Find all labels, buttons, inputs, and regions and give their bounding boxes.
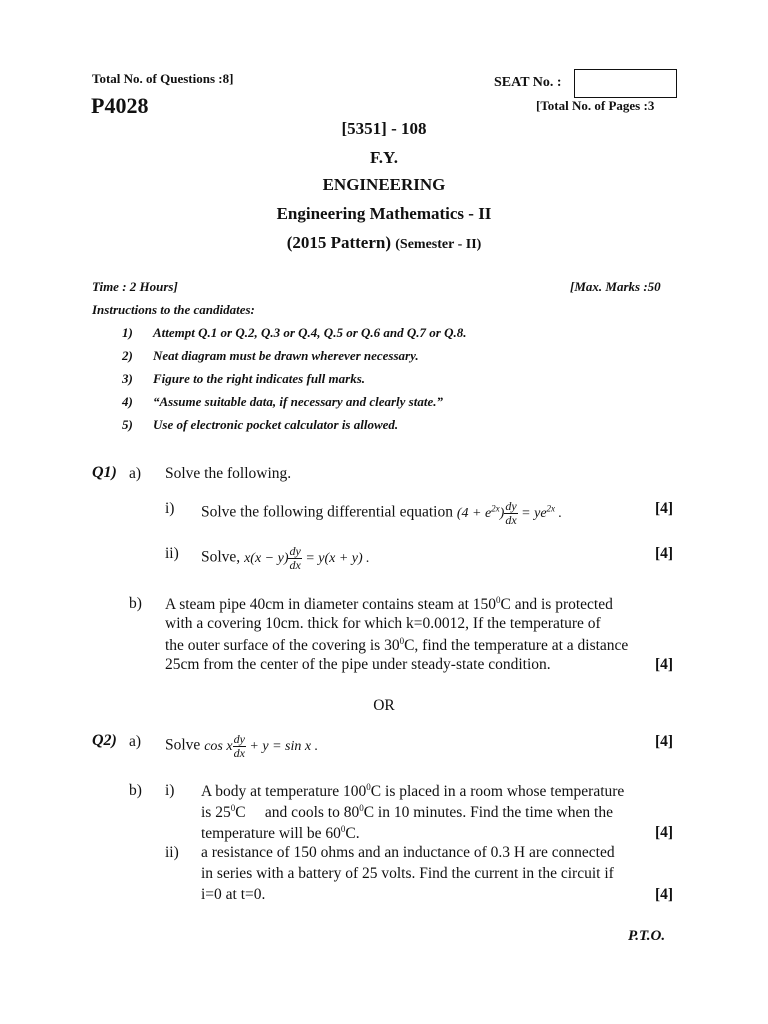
q2-i-marks: [4] <box>655 824 674 841</box>
paper-code: P4028 <box>91 93 149 118</box>
q2-a-equation: cos x $\frac{dy}{dx}$ + y = sin x . <box>204 732 319 760</box>
q2-ii-label: ii) <box>165 844 179 861</box>
q2-i-line: A body at temperature $100^0C$ is placed in a room whose temperature <box>201 782 625 801</box>
or-separator: OR <box>373 697 395 714</box>
q2-i-line: is $25^0C$ and cools to $80^0C$ in 10 minutes. Find the time when the <box>201 803 613 822</box>
q2-a-marks: [4] <box>655 733 674 750</box>
q2-label: Q2) <box>92 732 117 749</box>
q1-ii-equation: x(x − y) $\frac{dy}{dx}$ = y(x + y) . <box>244 544 370 572</box>
pattern-line <box>0 233 768 253</box>
q1-a-label: a) <box>129 465 142 482</box>
q1-i-marks: [4] <box>655 500 674 517</box>
pattern: (2015 Pattern) <box>286 233 392 252</box>
q2-i-line: temperature will be $60^0C$. <box>201 824 360 843</box>
q1-b-line: 25cm from the center of the pipe under steady-state condition. <box>165 656 551 673</box>
seat-label: SEAT No. : <box>494 75 562 90</box>
q2-i-label: i) <box>165 782 175 799</box>
q1-b-line: with a covering 10cm. thick for which k=0.0012, If the temperature of <box>165 615 601 632</box>
pto: P.T.O. <box>628 928 666 944</box>
q2-ii-line: i=0 at t=0. <box>201 886 266 903</box>
q1-b-label: b) <box>129 595 142 612</box>
q1-label: Q1) <box>92 464 117 481</box>
q2-a-text: Solve <box>165 736 201 754</box>
branch: ENGINEERING <box>322 175 446 194</box>
subject: Engineering Mathematics - II <box>276 204 492 223</box>
q2-a-line <box>165 733 318 760</box>
q1-a-text: Solve the following. <box>165 465 292 482</box>
q1-i-label: i) <box>165 500 175 517</box>
seat-number-box[interactable] <box>574 69 677 98</box>
q2-a-label: a) <box>129 733 142 750</box>
exam-code: [5351] - 108 <box>341 119 427 138</box>
instruction-item: 1) Attempt Q.1 or Q.2, Q.3 or Q.4, Q.5 or Q.6 and Q.7 or Q.8. <box>122 325 467 340</box>
q1-ii-text: Solve, <box>201 548 241 566</box>
q1-ii-marks: [4] <box>655 545 674 562</box>
time-allowed: Time : 2 Hours] <box>92 279 178 294</box>
q1-b-line: the outer surface of the covering is $30^0C$, find the temperature at a distance <box>165 636 629 655</box>
instructions-heading: Instructions to the candidates: <box>92 302 255 317</box>
semester: (Semester - II) <box>395 237 482 252</box>
instruction-item: 2) Neat diagram must be drawn wherever necessary. <box>122 348 419 363</box>
max-marks: [Max. Marks :50 <box>570 279 661 294</box>
q2-ii-line: in series with a battery of 25 volts. Find the current in the circuit if <box>201 865 614 882</box>
q1-ii-line <box>201 545 370 572</box>
q1-b-line: A steam pipe 40cm in diameter contains steam at $150^0C$ and is protected <box>165 595 613 614</box>
total-pages: [Total No. of Pages :3 <box>536 98 655 113</box>
instruction-item: 3) Figure to the right indicates full marks. <box>122 371 366 386</box>
total-questions: Total No. of Questions :8] <box>92 71 234 86</box>
q2-ii-line: a resistance of 150 ohms and an inductance of 0.3 H are connected <box>201 844 615 861</box>
instruction-item: 4) “Assume suitable data, if necessary and clearly state.” <box>122 394 443 409</box>
q1-i-equation: $(4 + e^{2x})$ $\frac{dy}{dx}$ = $ye^{2x}$ . <box>456 499 563 527</box>
q1-ii-label: ii) <box>165 545 179 562</box>
q1-i-text: Solve the following differential equation <box>201 503 453 521</box>
q1-b-marks: [4] <box>655 656 674 673</box>
q1-i-line <box>201 500 562 527</box>
q2-b-label: b) <box>129 782 142 799</box>
instruction-item: 5) Use of electronic pocket calculator is allowed. <box>122 417 399 432</box>
year: F.Y. <box>369 148 399 167</box>
q2-ii-marks: [4] <box>655 886 674 903</box>
